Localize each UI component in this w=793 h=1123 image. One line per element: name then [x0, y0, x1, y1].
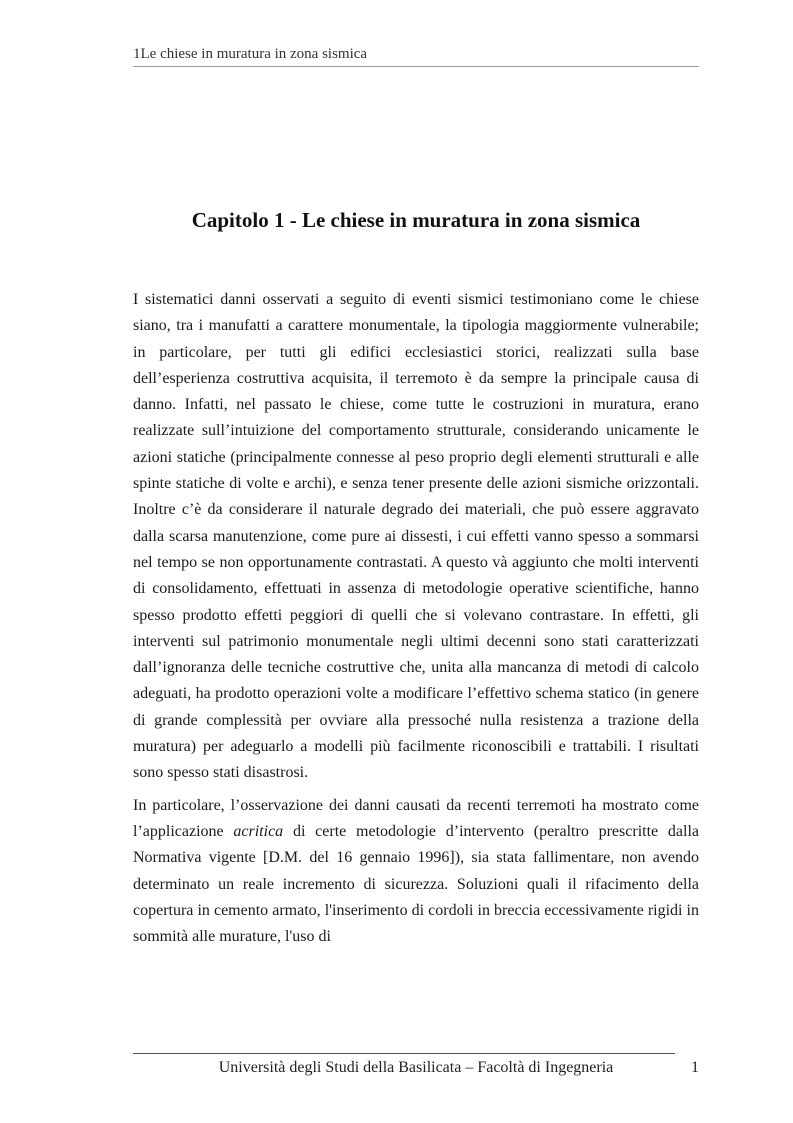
paragraph-2-text-end: di certe metodologie d’intervento (peraltro prescritte dalla Normativa vigente [D.M. del 16 gennaio 1996]), sia stata fallimentare, non avendo determinato un reale incremento di sicurezza. Soluzioni quali il rifacimento della copertura in cemento armato, l'inserimento di cordoli in breccia eccessivamente rigidi in sommità alle murature, l'uso di: [133, 822, 699, 946]
paragraph-1: I sistematici danni osservati a seguito di eventi sismici testimoniano come le chiese siano, tra i manufatti a carattere monumentale, la tipologia maggiormente vulnerabile; in particolare, per tutti gli edifici ecclesiastici storici, realizzati sulla base dell’esperienza costruttiva acquisita, il terremoto è da sempre la principale causa di danno. Infatti, nel passato le chiese, come tutte le costruzioni in muratura, erano realizzate sull’intuizione del comportamento strutturale, considerando unicamente le azioni statiche (principalmente connesse al peso proprio degli elementi strutturali e alle spinte statiche di volte e archi), e senza tener presente delle azioni sismiche orizzontali. Inoltre c’è da considerare il naturale degrado dei materiali, che può essere aggravato dalla scarsa manutenzione, come pure ai dissesti, i cui effetti vanno spesso a sommarsi nel tempo se non opportunamente contrastati. A questo và aggiunto che molti interventi di consolidamento, effettuati in assenza di metodologie operative scientifiche, hanno spesso prodotto effetti peggiori di quelli che si volevano contrastare. In effetti, gli interventi sul patrimonio monumentale negli ultimi decenni sono stati caratterizzati dall’ignoranza delle tecniche costruttive che, unita alla mancanza di metodi di calcolo adeguati, ha prodotto operazioni volte a modificare l’effettivo schema statico (in genere di grande complessità per ovviare alla pressoché nulla resistenza a trazione della muratura) per adeguarlo a modelli più facilmente riconoscibili e trattabili. I risultati sono spesso stati disastrosi.: [133, 291, 699, 782]
body-text: [133, 287, 699, 956]
running-header: [133, 44, 699, 67]
chapter-title: Capitolo 1 - Le chiese in muratura in zona sismica: [191, 208, 641, 232]
paragraph-2: [133, 793, 699, 951]
paragraph-2-emphasis: acritica: [233, 822, 284, 840]
page-number: 1: [691, 1059, 699, 1076]
footer-institution: Università degli Studi della Basilicata – Facoltà di Ingegneria: [218, 1059, 614, 1076]
page-footer: [133, 1053, 699, 1081]
paragraph-2-text-start: In particolare, l’osservazione dei danni causati da recenti terremoti ha mostrato come l’applicazione: [133, 796, 699, 840]
running-header-title: 1Le chiese in muratura in zona sismica: [133, 46, 368, 62]
footer-rule: [133, 1053, 675, 1054]
